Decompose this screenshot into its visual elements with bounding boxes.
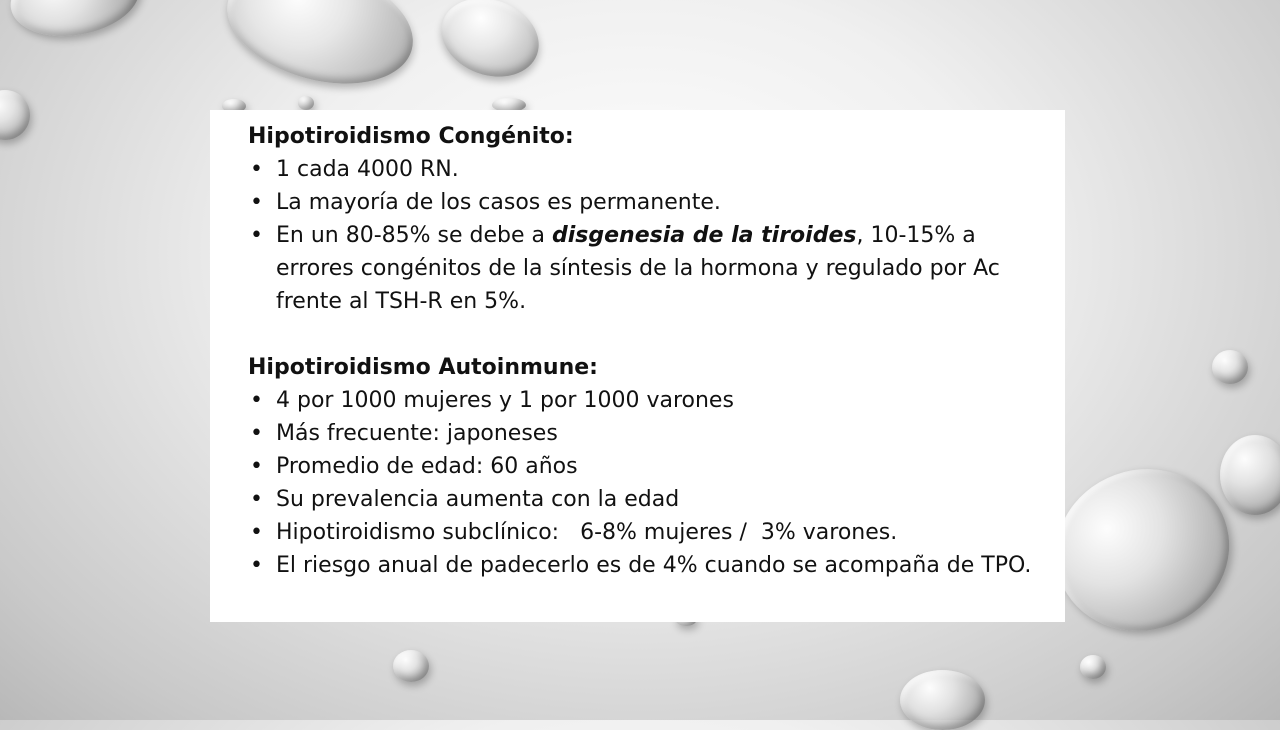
list-item: • El riesgo anual de padecerlo es de 4% cuando se acompaña de TPO. bbox=[248, 549, 1045, 582]
list-item: • 1 cada 4000 RN. bbox=[248, 153, 1045, 186]
water-drop-decoration bbox=[1220, 435, 1280, 515]
section-heading-autoinmune: Hipotiroidismo Autoinmune: bbox=[248, 355, 598, 380]
water-drop-decoration bbox=[430, 0, 550, 90]
bullet-list-autoinmune bbox=[248, 384, 1045, 582]
list-item: • En un 80-85% se debe a disgenesia de la tiroides, 10-15% a errores congénitos de la síntesis de la hormona y regulado por Ac frente al TSH-R en 5%. bbox=[248, 219, 1045, 318]
list-item: • Su prevalencia aumenta con la edad bbox=[248, 483, 1045, 516]
content-panel bbox=[210, 110, 1065, 622]
spacer bbox=[248, 318, 1045, 351]
bullet-marker: • bbox=[250, 157, 263, 182]
bullet-list-congenito bbox=[248, 153, 1045, 318]
bullet-marker: • bbox=[250, 487, 263, 512]
section-heading-congenito: Hipotiroidismo Congénito: bbox=[248, 124, 574, 149]
emphasis-text: disgenesia de la tiroides bbox=[552, 223, 857, 248]
water-drop-decoration bbox=[393, 650, 429, 682]
bullet-marker: • bbox=[250, 520, 263, 545]
list-item: • 4 por 1000 mujeres y 1 por 1000 varones bbox=[248, 384, 1045, 417]
list-item: • Promedio de edad: 60 años bbox=[248, 450, 1045, 483]
water-drop-decoration bbox=[1212, 350, 1248, 384]
bullet-marker: • bbox=[250, 388, 263, 413]
water-drop-decoration bbox=[0, 90, 30, 140]
bullet-marker: • bbox=[250, 553, 263, 578]
water-drop-decoration bbox=[214, 0, 426, 103]
water-drop-decoration bbox=[298, 96, 314, 110]
bullet-marker: • bbox=[250, 190, 263, 215]
list-item: • La mayoría de los casos es permanente. bbox=[248, 186, 1045, 219]
bullet-marker: • bbox=[250, 421, 263, 446]
bullet-marker: • bbox=[250, 223, 263, 248]
list-item: • Más frecuente: japoneses bbox=[248, 417, 1045, 450]
bullet-marker: • bbox=[250, 454, 263, 479]
water-drop-decoration bbox=[1080, 655, 1106, 679]
water-drop-decoration bbox=[4, 0, 145, 46]
list-item: • Hipotiroidismo subclínico: 6-8% mujeres / 3% varones. bbox=[248, 516, 1045, 549]
water-drop-decoration bbox=[900, 670, 985, 730]
